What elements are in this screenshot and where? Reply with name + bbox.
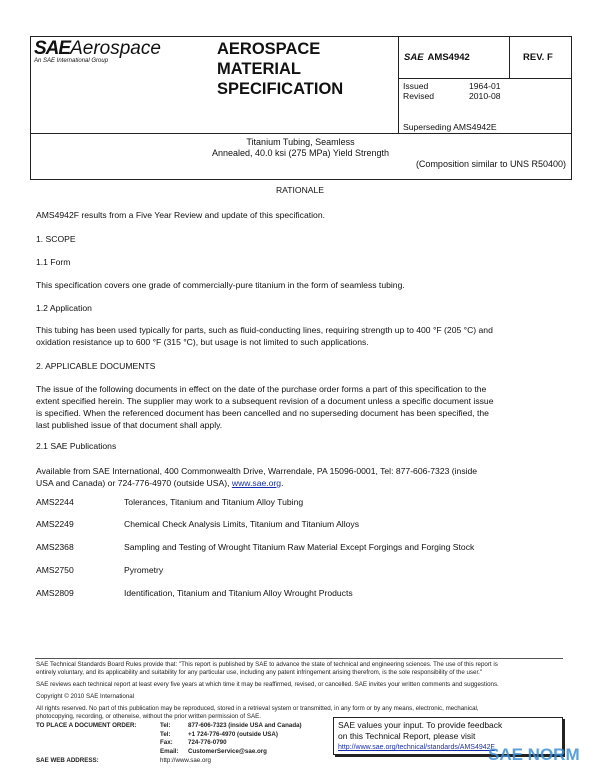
feedback-link[interactable]: http://www.sae.org/technical/standards/AMS4942F — [338, 744, 495, 751]
section-heading: 1.2 Application — [36, 303, 92, 313]
sae-aerospace-logo: SAEAerospace An SAE International Group — [34, 38, 161, 64]
footer-rights: All rights reserved. No part of this publication may be reproduced, stored in a retrieval system or transmitted, in any form or by any means, electronic, mechanical, photocopying, recording, or otherwise, without the prior written permission of SAE. — [36, 705, 479, 720]
divider — [398, 78, 571, 79]
paragraph: oxidation resistance up to 600 °F (315 °C), but usage is not limited to such applications. — [36, 337, 369, 347]
doc-number: SAE AMS4942 — [404, 52, 470, 63]
reference-item: AMS2750 Pyrometry — [36, 565, 164, 575]
footer-rules: SAE Technical Standards Board Rules provide that: "This report is published by SAE to advance the state of technical and engineering sciences. The use of this report is entirely voluntary, and its applicability and suitability for any particular use, including any patent infringement arising therefrom, is the sole responsibility of the user." — [36, 661, 498, 676]
section-heading: 2. APPLICABLE DOCUMENTS — [36, 361, 156, 371]
reference-item: AMS2249 Chemical Check Analysis Limits, Titanium and Titanium Alloys — [36, 519, 359, 529]
paragraph: AMS4942F results from a Five Year Review and update of this specification. — [36, 210, 325, 220]
paragraph: Available from SAE International, 400 Commonwealth Drive, Warrendale, PA 15096-0001, Tel: 877-606-7323 (inside USA and Canada) or 724-776-4970 (outside USA), www.sae.org. — [36, 466, 478, 488]
paragraph: This tubing has been used typically for parts, such as fluid-conducting lines, requiring strength up to 400 °F (205 °C) and — [36, 325, 493, 335]
section-heading: 1.1 Form — [36, 257, 71, 267]
sae-norm-watermark: SAE NORM — [488, 745, 580, 764]
section-heading: 2.1 SAE Publications — [36, 441, 117, 451]
section-heading: 1. SCOPE — [36, 234, 76, 244]
footer-copyright: Copyright © 2010 SAE International — [36, 693, 135, 700]
footer-review: SAE reviews each technical report at least every five years at which time it may be reaffirmed, revised, or cancelled. SAE invites your written comments and suggestions. — [36, 681, 499, 688]
paragraph: This specification covers one grade of commercially-pure titanium in the form of seamless tubing. — [36, 280, 405, 290]
order-label: TO PLACE A DOCUMENT ORDER: — [36, 722, 137, 729]
feedback-box: SAE values your input. To provide feedback on this Technical Report, please visit http://www.sae.org/technical/standards/AMS4942F — [333, 717, 563, 755]
superseding: Superseding AMS4942E — [403, 122, 497, 132]
divider — [30, 133, 571, 134]
dates: Issued 1964-01 Revised 2010-08 — [403, 81, 501, 101]
revision: REV. F — [523, 52, 553, 63]
contact-list: Tel: 877-606-7323 (inside USA and Canada) Tel: +1 724-776-4970 (outside USA) Fax: 724-776-0790 Email: CustomerService@sae.org — [160, 722, 302, 755]
footer-divider — [35, 658, 563, 659]
web-address: http://www.sae.org — [160, 757, 211, 764]
document-title: Titanium Tubing, Seamless Annealed, 40.0 ksi (275 MPa) Yield Strength — [211, 137, 390, 158]
composition-note: (Composition similar to UNS R50400) — [415, 159, 566, 169]
divider — [398, 36, 399, 133]
reference-item: AMS2809 Identification, Titanium and Titanium Alloy Wrought Products — [36, 588, 353, 598]
spec-type-title: AEROSPACE MATERIAL SPECIFICATION — [217, 40, 344, 98]
divider — [509, 36, 510, 78]
sae-website-link[interactable]: www.sae.org — [231, 478, 282, 488]
rationale-heading: RATIONALE — [275, 185, 325, 195]
reference-item: AMS2368 Sampling and Testing of Wrought Titanium Raw Material Except Forgings and Forging Stock — [36, 542, 475, 552]
web-label: SAE WEB ADDRESS: — [36, 757, 99, 764]
reference-item: AMS2244 Tolerances, Titanium and Titanium Alloy Tubing — [36, 497, 304, 507]
paragraph: The issue of the following documents in effect on the date of the purchase order forms a part of this specification to the extent specified herein. The supplier may work to a subsequent revision of a document unless a specific document issue is specified. When the referenced document has been cancelled and no superseding document has been specified, the last published issue of that document shall apply. — [36, 384, 494, 430]
